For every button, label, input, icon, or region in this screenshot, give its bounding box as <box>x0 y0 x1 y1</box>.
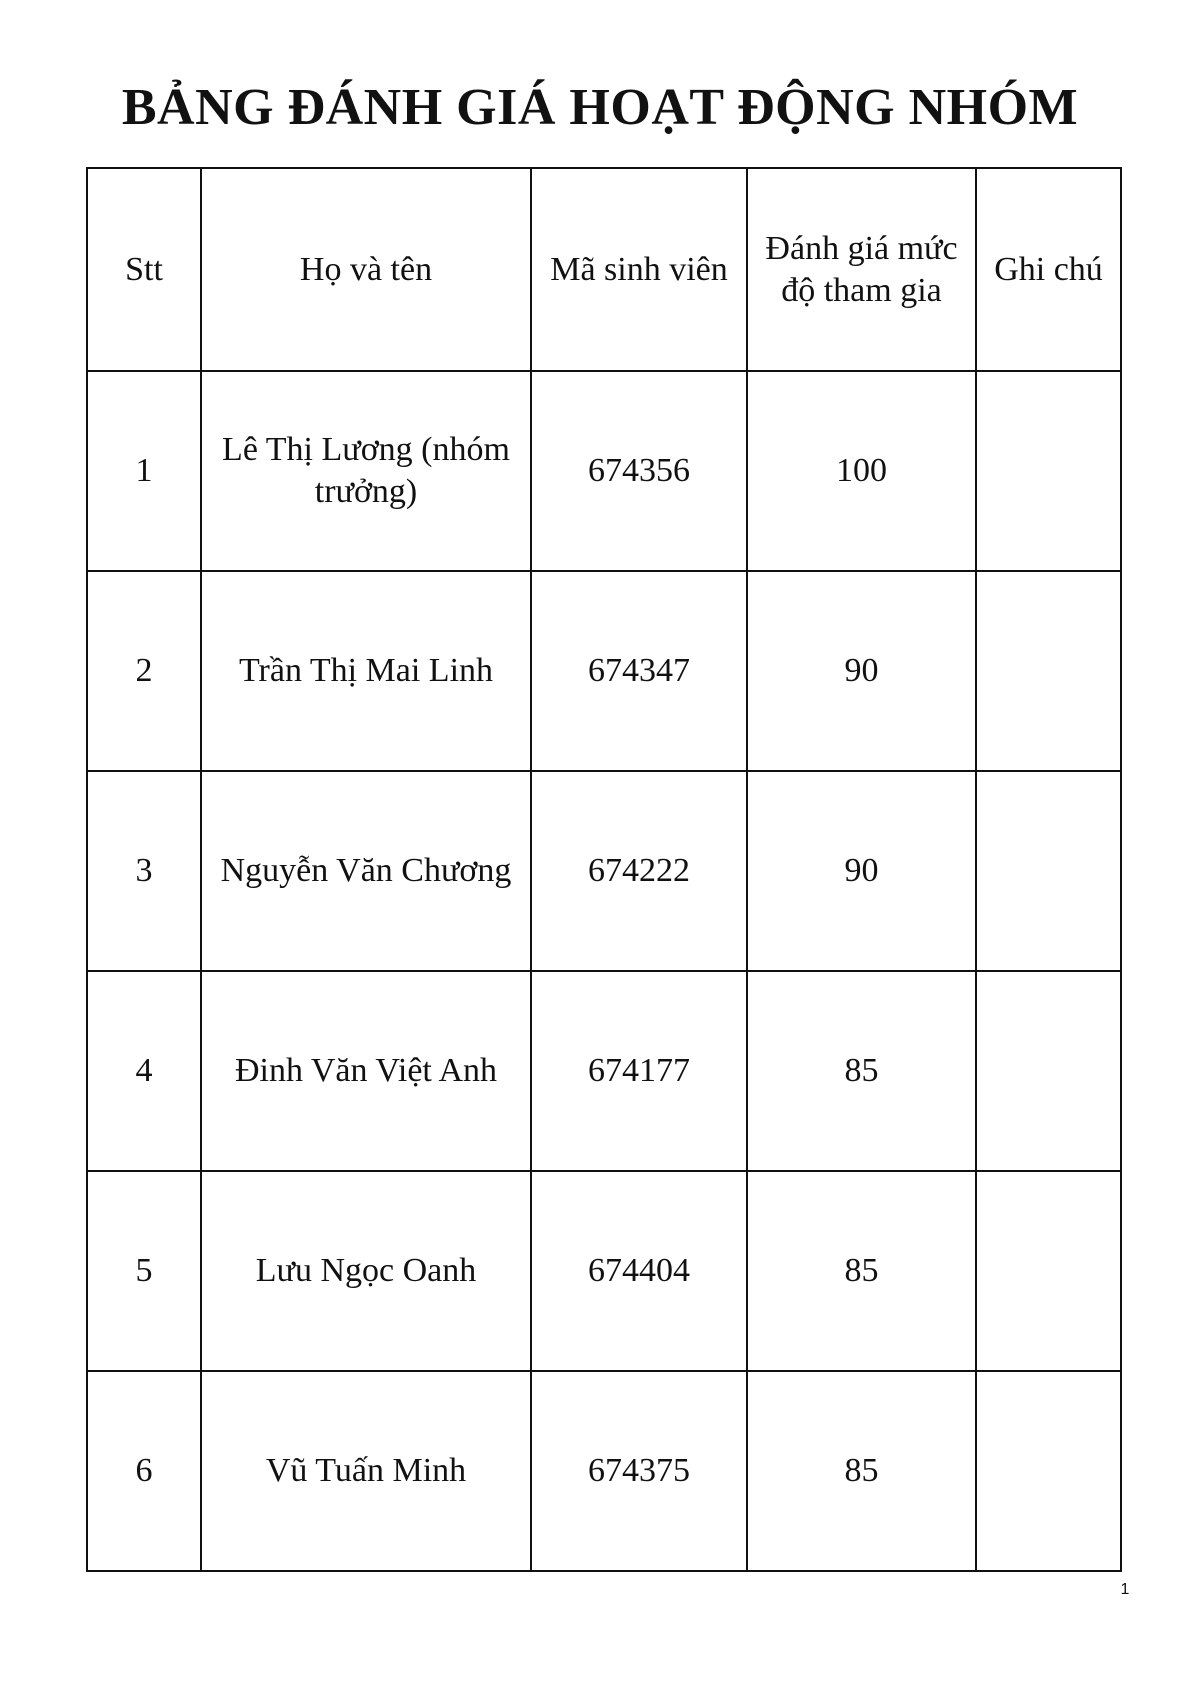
cell-stt: 5 <box>87 1171 201 1371</box>
cell-participation: 85 <box>747 1371 976 1571</box>
cell-name: Đinh Văn Việt Anh <box>201 971 531 1171</box>
header-row <box>87 168 1121 371</box>
table-row <box>87 571 1121 771</box>
cell-participation: 85 <box>747 971 976 1171</box>
cell-student-id: 674177 <box>531 971 747 1171</box>
header-name: Họ và tên <box>201 168 531 371</box>
cell-student-id: 674356 <box>531 371 747 571</box>
cell-note <box>976 1171 1121 1371</box>
table-header <box>87 168 1121 371</box>
cell-stt: 2 <box>87 571 201 771</box>
table-row <box>87 371 1121 571</box>
cell-note <box>976 571 1121 771</box>
cell-note <box>976 771 1121 971</box>
table-row <box>87 1371 1121 1571</box>
cell-name: Trần Thị Mai Linh <box>201 571 531 771</box>
cell-stt: 1 <box>87 371 201 571</box>
cell-participation: 90 <box>747 571 976 771</box>
header-participation: Đánh giá mức độ tham gia <box>747 168 976 371</box>
cell-note <box>976 1371 1121 1571</box>
cell-note <box>976 971 1121 1171</box>
table-row <box>87 971 1121 1171</box>
cell-name: Lưu Ngọc Oanh <box>201 1171 531 1371</box>
cell-stt: 6 <box>87 1371 201 1571</box>
header-student-id: Mã sinh viên <box>531 168 747 371</box>
cell-participation: 100 <box>747 371 976 571</box>
table-body <box>87 371 1121 1571</box>
table-row <box>87 771 1121 971</box>
cell-student-id: 674222 <box>531 771 747 971</box>
header-stt: Stt <box>87 168 201 371</box>
cell-stt: 4 <box>87 971 201 1171</box>
cell-student-id: 674347 <box>531 571 747 771</box>
cell-student-id: 674404 <box>531 1171 747 1371</box>
cell-participation: 85 <box>747 1171 976 1371</box>
evaluation-table <box>86 167 1122 1572</box>
cell-name: Nguyễn Văn Chương <box>201 771 531 971</box>
page-title: BẢNG ĐÁNH GIÁ HOẠT ĐỘNG NHÓM <box>121 79 1079 136</box>
cell-participation: 90 <box>747 771 976 971</box>
header-note: Ghi chú <box>976 168 1121 371</box>
cell-student-id: 674375 <box>531 1371 747 1571</box>
table-row <box>87 1171 1121 1371</box>
cell-name: Lê Thị Lương (nhóm trưởng) <box>201 371 531 571</box>
cell-stt: 3 <box>87 771 201 971</box>
cell-note <box>976 371 1121 571</box>
page-number: 1 <box>1120 1581 1130 1598</box>
cell-name: Vũ Tuấn Minh <box>201 1371 531 1571</box>
